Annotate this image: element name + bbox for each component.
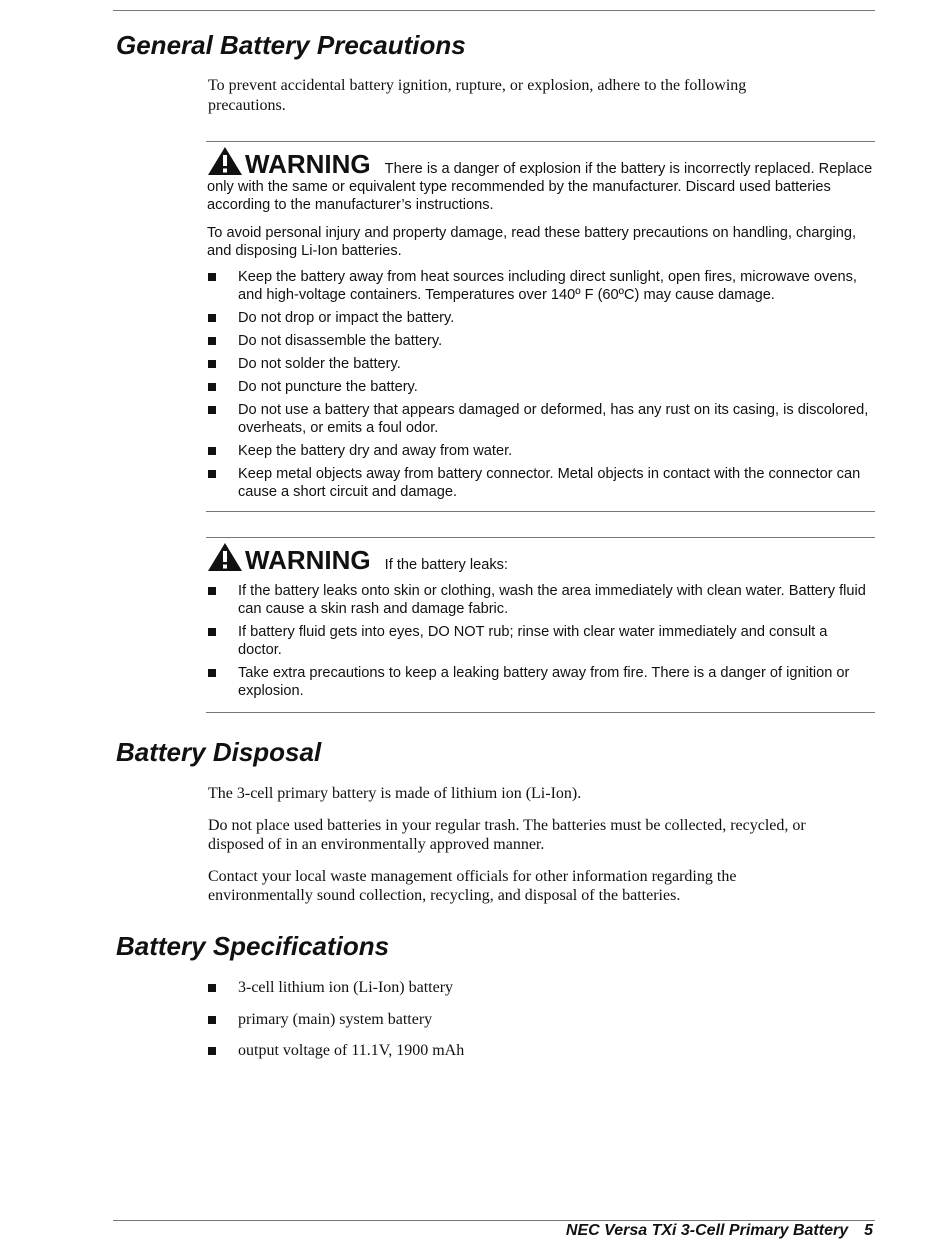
disposal-paragraph: Contact your local waste management officials for other information regarding the environmentally sound collection, recycling, and disposal of the batteries. xyxy=(208,867,737,904)
warning1-label: WARNING xyxy=(245,149,371,179)
warning1-top-rule xyxy=(206,141,875,142)
warning2-top-rule xyxy=(206,537,875,538)
bullet-icon xyxy=(208,1047,216,1055)
warning2-bottom-rule xyxy=(206,712,875,713)
warning1-paragraph: To avoid personal injury and property damage, read these battery precautions on handling, charging, and disposing Li-Ion batteries. xyxy=(207,225,857,259)
warning2-heading xyxy=(207,542,874,574)
list-item: If the battery leaks onto skin or clothing, wash the area immediately with clean water. Battery fluid can cause a skin rash and damage fabric. xyxy=(207,582,874,618)
bullet-icon xyxy=(208,406,216,414)
list-item: output voltage of 11.1V, 1900 mAh xyxy=(207,1041,867,1061)
list-item: Keep the battery away from heat sources including direct sunlight, open fires, microwave ovens, and high-voltage containers. Temperatures over 140º F (60ºC) may cause damage. xyxy=(207,268,874,304)
page-footer xyxy=(566,1222,873,1240)
top-rule xyxy=(113,10,875,11)
bullet-icon xyxy=(208,587,216,595)
list-item: Keep the battery dry and away from water. xyxy=(207,442,874,460)
list-item: Do not disassemble the battery. xyxy=(207,332,874,350)
warning1-heading xyxy=(207,146,874,214)
list-item: Do not drop or impact the battery. xyxy=(207,309,874,327)
section-title-disposal: Battery Disposal xyxy=(116,737,322,767)
warning-triangle-icon xyxy=(207,542,243,572)
bullet-icon xyxy=(208,383,216,391)
warning2-label: WARNING xyxy=(245,545,371,575)
bullet-icon xyxy=(208,360,216,368)
disposal-paragraph: Do not place used batteries in your regular trash. The batteries must be collected, recycled, or disposed of in an environmentally approved manner. xyxy=(208,816,806,853)
bullet-icon xyxy=(208,470,216,478)
disposal-body xyxy=(208,784,858,906)
footer-title: NEC Versa TXi 3-Cell Primary Battery xyxy=(565,1222,849,1239)
list-item: primary (main) system battery xyxy=(207,1010,867,1030)
warning2-box xyxy=(207,542,874,700)
precautions-intro: To prevent accidental battery ignition, rupture, or explosion, adhere to the following precautions. xyxy=(208,77,747,114)
bullet-icon xyxy=(208,273,216,281)
disposal-paragraph: The 3-cell primary battery is made of lithium ion (Li-Ion). xyxy=(208,785,582,802)
bullet-icon xyxy=(208,447,216,455)
section-title-precautions: General Battery Precautions xyxy=(116,30,466,60)
list-item: Do not solder the battery. xyxy=(207,355,874,373)
section-title-specifications: Battery Specifications xyxy=(116,931,390,961)
list-item: Do not use a battery that appears damaged or deformed, has any rust on its casing, is discolored, overheats, or emits a foul odor. xyxy=(207,401,874,437)
warning2-lead: If the battery leaks: xyxy=(384,557,508,573)
warning1-bottom-rule xyxy=(206,511,875,512)
warning1-lead: There is a danger of explosion if the battery is incorrectly replaced. Replace only with the same or equivalent type recommended by the manufacturer. Discard used batteries according to the manufacturer’s instructions. xyxy=(207,161,873,213)
warning-triangle-icon xyxy=(207,146,243,176)
page-number: 5 xyxy=(864,1222,873,1239)
warning1-box xyxy=(207,146,874,501)
list-item: Take extra precautions to keep a leaking battery away from fire. There is a danger of ignition or explosion. xyxy=(207,664,874,700)
bullet-icon xyxy=(208,1016,216,1024)
footer-rule xyxy=(113,1220,875,1221)
list-item: Do not puncture the battery. xyxy=(207,378,874,396)
specifications-list xyxy=(207,978,867,1061)
bullet-icon xyxy=(208,628,216,636)
bullet-icon xyxy=(208,314,216,322)
warning1-list xyxy=(207,268,874,501)
list-item: If battery fluid gets into eyes, DO NOT rub; rinse with clear water immediately and consult a doctor. xyxy=(207,623,874,659)
bullet-icon xyxy=(208,337,216,345)
list-item: 3-cell lithium ion (Li-Ion) battery xyxy=(207,978,867,998)
bullet-icon xyxy=(208,669,216,677)
warning2-list xyxy=(207,582,874,700)
list-item: Keep metal objects away from battery connector. Metal objects in contact with the connector can cause a short circuit and damage. xyxy=(207,465,874,501)
bullet-icon xyxy=(208,984,216,992)
